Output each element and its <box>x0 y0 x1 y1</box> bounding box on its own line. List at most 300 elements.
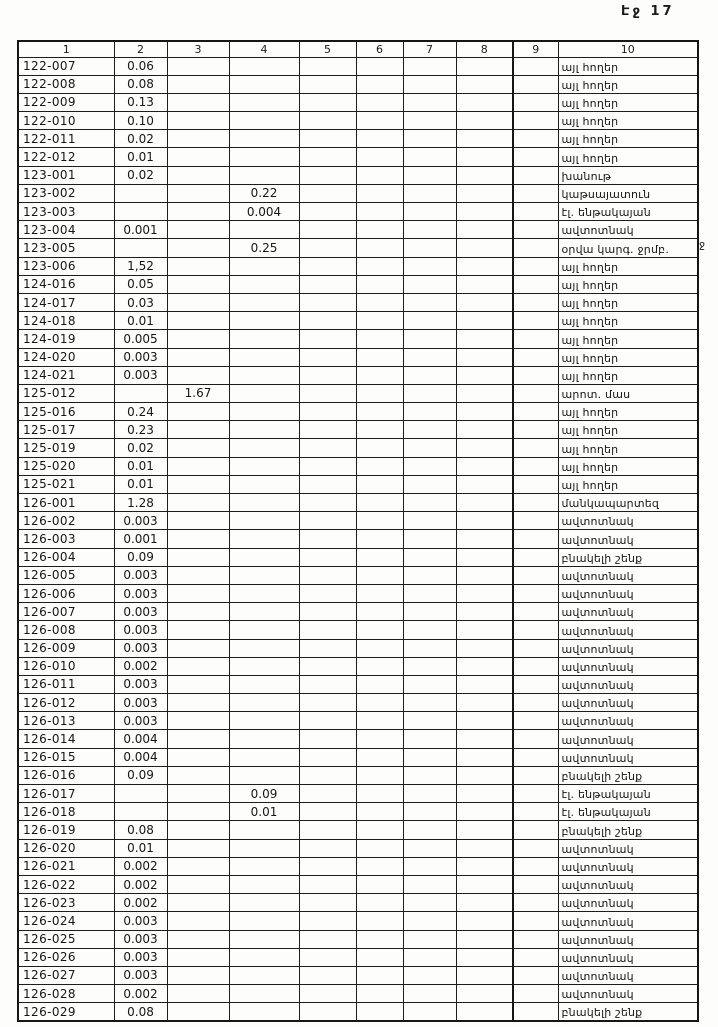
empty-cell <box>513 657 558 675</box>
area-col4-cell <box>229 166 299 184</box>
area-col2-cell: 0.06 <box>114 57 167 75</box>
area-col3-cell <box>167 985 229 1003</box>
empty-cell <box>513 275 558 293</box>
empty-cell <box>299 439 356 457</box>
land-use-cell: խանութ <box>558 166 698 184</box>
empty-cell <box>403 548 456 566</box>
empty-cell <box>356 966 403 984</box>
empty-cell <box>456 675 513 693</box>
empty-cell <box>403 457 456 475</box>
column-header-2: 2 <box>114 41 167 57</box>
table-row <box>18 75 698 93</box>
area-col2-cell: 0.002 <box>114 894 167 912</box>
empty-cell <box>356 75 403 93</box>
empty-cell <box>299 403 356 421</box>
land-use-cell: այլ հողեր <box>558 57 698 75</box>
empty-cell <box>456 912 513 930</box>
area-col4-cell <box>229 293 299 311</box>
empty-cell <box>299 75 356 93</box>
parcel-code-cell: 126-013 <box>18 712 114 730</box>
empty-cell <box>356 421 403 439</box>
area-col2-cell: 0.003 <box>114 712 167 730</box>
area-col3-cell <box>167 966 229 984</box>
table-row <box>18 566 698 584</box>
area-col4-cell <box>229 312 299 330</box>
column-header-7: 7 <box>403 41 456 57</box>
table-row <box>18 148 698 166</box>
area-col4-cell: 0.09 <box>229 785 299 803</box>
empty-cell <box>299 639 356 657</box>
empty-cell <box>299 130 356 148</box>
empty-cell <box>456 566 513 584</box>
empty-cell <box>513 293 558 311</box>
empty-cell <box>513 203 558 221</box>
empty-cell <box>456 348 513 366</box>
parcel-code-cell: 126-014 <box>18 730 114 748</box>
empty-cell <box>356 312 403 330</box>
area-col2-cell: 0.001 <box>114 530 167 548</box>
area-col2-cell: 0.08 <box>114 1003 167 1021</box>
empty-cell <box>299 112 356 130</box>
parcel-code-cell: 122-009 <box>18 93 114 111</box>
empty-cell <box>356 603 403 621</box>
parcel-code-cell: 126-005 <box>18 566 114 584</box>
area-col4-cell <box>229 257 299 275</box>
area-col3-cell <box>167 712 229 730</box>
empty-cell <box>513 312 558 330</box>
empty-cell <box>299 494 356 512</box>
empty-cell <box>403 766 456 784</box>
empty-cell <box>403 57 456 75</box>
empty-cell <box>456 966 513 984</box>
empty-cell <box>403 439 456 457</box>
land-use-cell: այլ հողեր <box>558 130 698 148</box>
empty-cell <box>356 584 403 602</box>
area-col3-cell <box>167 257 229 275</box>
land-use-cell: այլ հողեր <box>558 293 698 311</box>
table-row <box>18 730 698 748</box>
land-use-cell: օրվա կարգ. ջրմբ. <box>558 239 698 257</box>
area-col2-cell <box>114 239 167 257</box>
parcel-code-cell: 125-021 <box>18 475 114 493</box>
area-col4-cell <box>229 948 299 966</box>
parcel-code-cell: 123-002 <box>18 184 114 202</box>
land-use-cell: այլ հողեր <box>558 275 698 293</box>
area-col2-cell: 0.003 <box>114 366 167 384</box>
empty-cell <box>299 730 356 748</box>
empty-cell <box>356 748 403 766</box>
empty-cell <box>403 584 456 602</box>
empty-cell <box>456 275 513 293</box>
parcel-code-cell: 126-009 <box>18 639 114 657</box>
empty-cell <box>513 839 558 857</box>
empty-cell <box>456 748 513 766</box>
empty-cell <box>456 894 513 912</box>
empty-cell <box>356 130 403 148</box>
table-row <box>18 766 698 784</box>
parcel-code-cell: 126-019 <box>18 821 114 839</box>
empty-cell <box>403 494 456 512</box>
table-row <box>18 403 698 421</box>
empty-cell <box>299 203 356 221</box>
area-col4-cell <box>229 348 299 366</box>
area-col4-cell <box>229 694 299 712</box>
empty-cell <box>356 803 403 821</box>
area-col2-cell <box>114 384 167 402</box>
parcel-code-cell: 126-015 <box>18 748 114 766</box>
empty-cell <box>356 766 403 784</box>
table-row <box>18 57 698 75</box>
area-col3-cell <box>167 1003 229 1021</box>
parcel-code-cell: 124-018 <box>18 312 114 330</box>
table-row <box>18 257 698 275</box>
empty-cell <box>456 821 513 839</box>
area-col2-cell <box>114 785 167 803</box>
empty-cell <box>456 857 513 875</box>
area-col3-cell <box>167 548 229 566</box>
empty-cell <box>513 530 558 548</box>
parcel-code-cell: 126-024 <box>18 912 114 930</box>
area-col3-cell <box>167 312 229 330</box>
empty-cell <box>356 857 403 875</box>
empty-cell <box>299 421 356 439</box>
area-col3-cell <box>167 930 229 948</box>
area-col4-cell <box>229 439 299 457</box>
parcel-code-cell: 122-011 <box>18 130 114 148</box>
area-col4-cell <box>229 821 299 839</box>
parcel-code-cell: 122-008 <box>18 75 114 93</box>
empty-cell <box>403 148 456 166</box>
empty-cell <box>513 93 558 111</box>
area-col4-cell <box>229 330 299 348</box>
area-col4-cell: 0.22 <box>229 184 299 202</box>
empty-cell <box>356 166 403 184</box>
empty-cell <box>403 857 456 875</box>
land-use-cell: ավտոտնակ <box>558 875 698 893</box>
area-col4-cell <box>229 221 299 239</box>
empty-cell <box>356 821 403 839</box>
land-use-cell: այլ հողեր <box>558 457 698 475</box>
empty-cell <box>456 657 513 675</box>
land-use-cell: այլ հողեր <box>558 403 698 421</box>
area-col2-cell: 0.10 <box>114 112 167 130</box>
area-col3-cell <box>167 530 229 548</box>
area-col4-cell <box>229 1003 299 1021</box>
land-use-cell: բնակելի շենք <box>558 766 698 784</box>
empty-cell <box>456 457 513 475</box>
area-col3-cell <box>167 584 229 602</box>
empty-cell <box>299 384 356 402</box>
empty-cell <box>299 603 356 621</box>
empty-cell <box>513 985 558 1003</box>
area-col2-cell: 0.02 <box>114 439 167 457</box>
area-col2-cell: 0.003 <box>114 912 167 930</box>
empty-cell <box>456 712 513 730</box>
empty-cell <box>456 494 513 512</box>
column-header-1: 1 <box>18 41 114 57</box>
area-col2-cell: 0.02 <box>114 130 167 148</box>
empty-cell <box>299 621 356 639</box>
empty-cell <box>356 494 403 512</box>
empty-cell <box>513 257 558 275</box>
area-col3-cell <box>167 75 229 93</box>
parcel-code-cell: 124-021 <box>18 366 114 384</box>
empty-cell <box>299 293 356 311</box>
empty-cell <box>403 275 456 293</box>
empty-cell <box>513 785 558 803</box>
empty-cell <box>513 639 558 657</box>
area-col3-cell <box>167 948 229 966</box>
empty-cell <box>513 57 558 75</box>
area-col4-cell <box>229 512 299 530</box>
area-col4-cell: 0.25 <box>229 239 299 257</box>
land-use-cell: ավտոտնակ <box>558 621 698 639</box>
parcel-code-cell: 126-027 <box>18 966 114 984</box>
table-row <box>18 184 698 202</box>
parcel-code-cell: 126-001 <box>18 494 114 512</box>
empty-cell <box>299 57 356 75</box>
area-col2-cell: 0.003 <box>114 930 167 948</box>
empty-cell <box>456 1003 513 1021</box>
area-col3-cell <box>167 348 229 366</box>
land-use-cell: բնակելի շենք <box>558 1003 698 1021</box>
land-use-cell: արոտ. մաս <box>558 384 698 402</box>
empty-cell <box>456 75 513 93</box>
area-col4-cell <box>229 275 299 293</box>
empty-cell <box>456 148 513 166</box>
empty-cell <box>356 930 403 948</box>
table-body <box>18 57 698 1021</box>
area-col3-cell <box>167 603 229 621</box>
empty-cell <box>513 894 558 912</box>
empty-cell <box>513 712 558 730</box>
empty-cell <box>403 366 456 384</box>
empty-cell <box>299 748 356 766</box>
empty-cell <box>299 457 356 475</box>
area-col2-cell: 0.003 <box>114 348 167 366</box>
empty-cell <box>403 821 456 839</box>
empty-cell <box>513 148 558 166</box>
parcel-code-cell: 124-020 <box>18 348 114 366</box>
empty-cell <box>356 384 403 402</box>
area-col3-cell <box>167 875 229 893</box>
area-col2-cell: 0.03 <box>114 293 167 311</box>
empty-cell <box>456 293 513 311</box>
area-col3-cell <box>167 112 229 130</box>
table-row <box>18 275 698 293</box>
empty-cell <box>456 730 513 748</box>
empty-cell <box>299 966 356 984</box>
empty-cell <box>403 312 456 330</box>
empty-cell <box>299 348 356 366</box>
area-col4-cell <box>229 494 299 512</box>
area-col3-cell <box>167 512 229 530</box>
table-row <box>18 1003 698 1021</box>
area-col3-cell <box>167 148 229 166</box>
parcel-code-cell: 124-017 <box>18 293 114 311</box>
parcel-code-cell: 126-022 <box>18 875 114 893</box>
empty-cell <box>356 275 403 293</box>
empty-cell <box>513 439 558 457</box>
table-row <box>18 584 698 602</box>
area-col3-cell <box>167 912 229 930</box>
area-col2-cell: 0.002 <box>114 857 167 875</box>
empty-cell <box>403 221 456 239</box>
table-row <box>18 93 698 111</box>
area-col2-cell: 0.003 <box>114 584 167 602</box>
area-col2-cell: 0.002 <box>114 985 167 1003</box>
empty-cell <box>403 75 456 93</box>
land-use-cell: ավտոտնակ <box>558 584 698 602</box>
empty-cell <box>356 403 403 421</box>
parcel-code-cell: 126-004 <box>18 548 114 566</box>
area-col2-cell: 0.002 <box>114 657 167 675</box>
table-row <box>18 857 698 875</box>
parcel-code-cell: 126-017 <box>18 785 114 803</box>
table-row <box>18 112 698 130</box>
empty-cell <box>456 930 513 948</box>
empty-cell <box>356 566 403 584</box>
empty-cell <box>403 639 456 657</box>
empty-cell <box>356 293 403 311</box>
area-col4-cell <box>229 130 299 148</box>
land-use-cell: ավտոտնակ <box>558 894 698 912</box>
empty-cell <box>403 603 456 621</box>
column-header-5: 5 <box>299 41 356 57</box>
area-col2-cell: 0.005 <box>114 330 167 348</box>
land-use-cell: էլ. ենթակայան <box>558 803 698 821</box>
area-col4-cell <box>229 857 299 875</box>
parcel-code-cell: 125-019 <box>18 439 114 457</box>
area-col2-cell: 0.003 <box>114 675 167 693</box>
area-col2-cell: 0.08 <box>114 821 167 839</box>
land-use-cell: այլ հողեր <box>558 348 698 366</box>
area-col4-cell <box>229 621 299 639</box>
empty-cell <box>403 257 456 275</box>
table-row <box>18 985 698 1003</box>
empty-cell <box>403 839 456 857</box>
empty-cell <box>456 948 513 966</box>
empty-cell <box>456 803 513 821</box>
table-row <box>18 657 698 675</box>
area-col2-cell: 0.001 <box>114 221 167 239</box>
parcel-code-cell: 126-012 <box>18 694 114 712</box>
area-col4-cell <box>229 912 299 930</box>
empty-cell <box>513 912 558 930</box>
table-row <box>18 785 698 803</box>
table-row <box>18 839 698 857</box>
empty-cell <box>403 748 456 766</box>
area-col3-cell <box>167 766 229 784</box>
empty-cell <box>456 512 513 530</box>
empty-cell <box>403 894 456 912</box>
empty-cell <box>299 985 356 1003</box>
empty-cell <box>456 312 513 330</box>
empty-cell <box>456 548 513 566</box>
parcel-code-cell: 126-028 <box>18 985 114 1003</box>
land-use-cell: ավտոտնակ <box>558 694 698 712</box>
area-col4-cell <box>229 875 299 893</box>
empty-cell <box>403 985 456 1003</box>
empty-cell <box>356 894 403 912</box>
area-col4-cell <box>229 730 299 748</box>
area-col4-cell <box>229 930 299 948</box>
empty-cell <box>456 384 513 402</box>
empty-cell <box>403 621 456 639</box>
empty-cell <box>299 330 356 348</box>
empty-cell <box>299 148 356 166</box>
area-col2-cell: 0.003 <box>114 948 167 966</box>
parcel-code-cell: 126-008 <box>18 621 114 639</box>
parcel-code-cell: 125-012 <box>18 384 114 402</box>
land-use-cell: այլ հողեր <box>558 112 698 130</box>
empty-cell <box>356 330 403 348</box>
empty-cell <box>403 566 456 584</box>
empty-cell <box>299 312 356 330</box>
parcel-code-cell: 123-006 <box>18 257 114 275</box>
empty-cell <box>456 530 513 548</box>
table-row <box>18 948 698 966</box>
empty-cell <box>299 930 356 948</box>
empty-cell <box>513 966 558 984</box>
empty-cell <box>356 57 403 75</box>
empty-cell <box>403 948 456 966</box>
parcel-code-cell: 123-004 <box>18 221 114 239</box>
empty-cell <box>299 275 356 293</box>
empty-cell <box>356 203 403 221</box>
table-row <box>18 366 698 384</box>
area-col2-cell: 1,52 <box>114 257 167 275</box>
empty-cell <box>299 766 356 784</box>
column-header-6: 6 <box>356 41 403 57</box>
empty-cell <box>456 475 513 493</box>
empty-cell <box>456 403 513 421</box>
area-col4-cell <box>229 657 299 675</box>
empty-cell <box>456 839 513 857</box>
land-use-cell: ավտոտնակ <box>558 712 698 730</box>
empty-cell <box>513 494 558 512</box>
empty-cell <box>299 548 356 566</box>
empty-cell <box>513 803 558 821</box>
table-row <box>18 312 698 330</box>
empty-cell <box>356 657 403 675</box>
area-col4-cell <box>229 112 299 130</box>
area-col4-cell <box>229 93 299 111</box>
parcel-code-cell: 126-002 <box>18 512 114 530</box>
empty-cell <box>456 694 513 712</box>
empty-cell <box>513 130 558 148</box>
area-col4-cell <box>229 75 299 93</box>
parcel-code-cell: 126-007 <box>18 603 114 621</box>
empty-cell <box>456 112 513 130</box>
area-col3-cell <box>167 894 229 912</box>
empty-cell <box>299 166 356 184</box>
empty-cell <box>356 475 403 493</box>
area-col3-cell <box>167 403 229 421</box>
empty-cell <box>299 694 356 712</box>
land-use-cell: ավտոտնակ <box>558 748 698 766</box>
empty-cell <box>513 603 558 621</box>
parcel-code-cell: 122-007 <box>18 57 114 75</box>
area-col2-cell: 0.003 <box>114 603 167 621</box>
area-col3-cell <box>167 166 229 184</box>
empty-cell <box>513 675 558 693</box>
empty-cell <box>513 748 558 766</box>
area-col3-cell <box>167 203 229 221</box>
empty-cell <box>356 694 403 712</box>
table-row <box>18 330 698 348</box>
land-use-cell: այլ հողեր <box>558 366 698 384</box>
